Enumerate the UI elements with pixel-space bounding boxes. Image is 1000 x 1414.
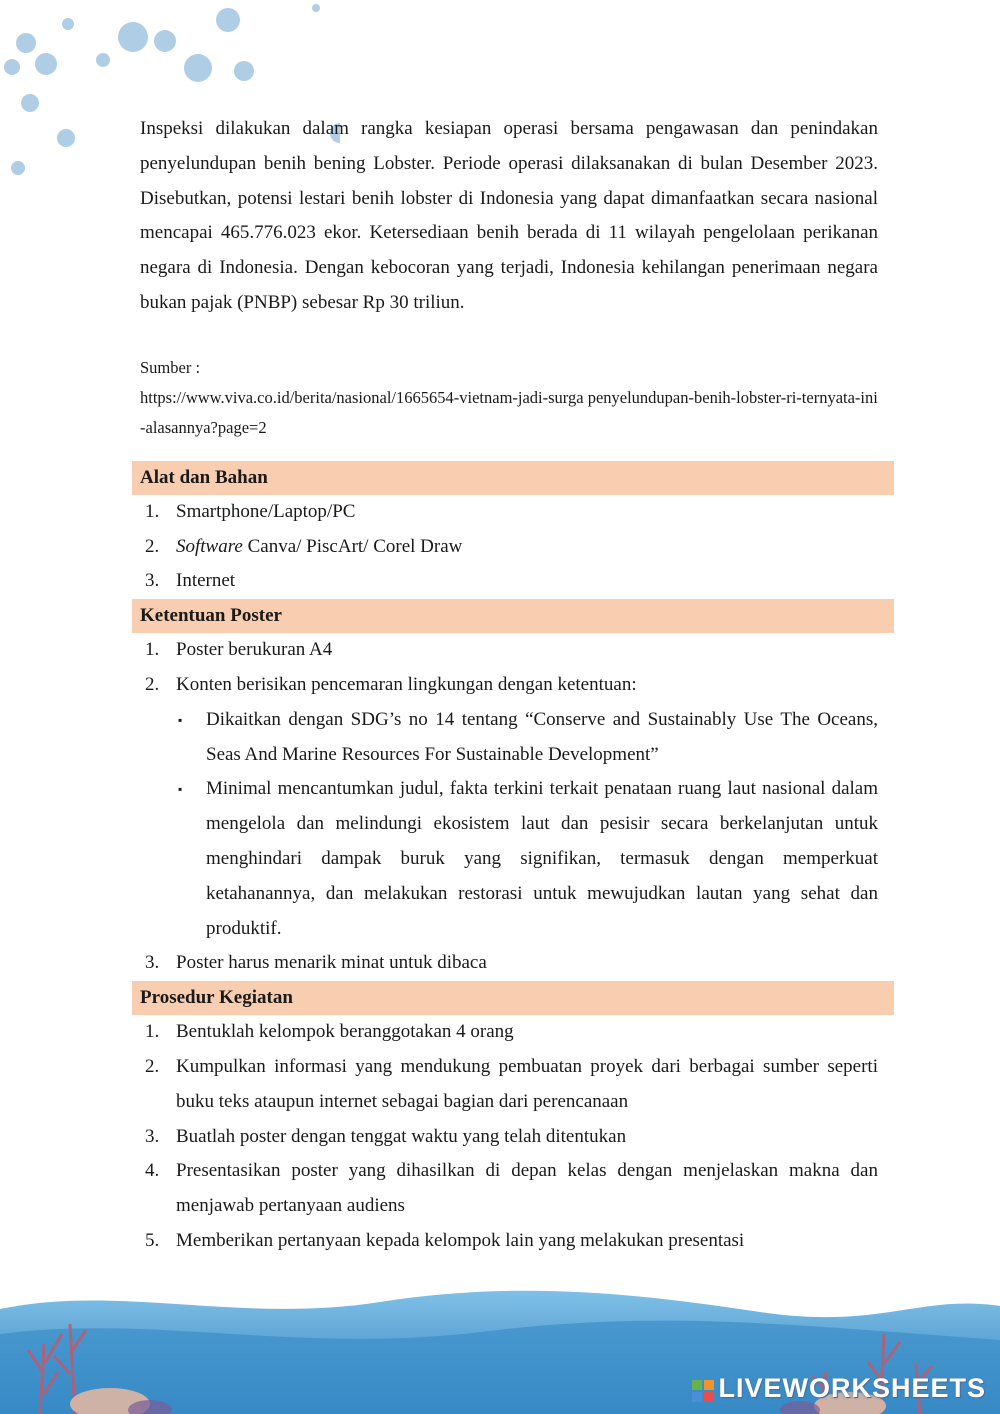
- source-block: [140, 353, 878, 443]
- section-heading: Alat dan Bahan: [132, 461, 894, 495]
- list-item: 2. Kumpulkan informasi yang mendukung pembuatan proyek dari berbagai sumber seperti buku teks ataupun internet sebagai bagian dari perencanaan: [145, 1055, 878, 1112]
- list-item: 3. Internet: [145, 570, 236, 592]
- list-item: 1. Bentuklah kelompok beranggotakan 4 orang: [145, 1021, 514, 1043]
- section-heading: Ketentuan Poster: [132, 599, 894, 633]
- intro-paragraph: Inspeksi dilakukan dalam rangka kesiapan operasi bersama pengawasan dan penindakan penyelundupan benih bening Lobster. Periode operasi dilaksanakan di bulan Desember 2023. Disebutkan, potensi lestari benih lobster di Indonesia yang dapat dimanfaatkan secara nasional mencapai 465.776.023 ekor. Ketersediaan benih berada di 11 wilayah pengelolaan perikanan negara di Indonesia. Dengan kebocoran yang terjadi, Indonesia kehilangan penerimaan negara bukan pajak (PNBP) sebesar Rp 30 triliun.: [140, 118, 878, 313]
- liveworksheets-logo-icon: [692, 1380, 714, 1402]
- section-heading: Prosedur Kegiatan: [132, 981, 894, 1015]
- document-body: [140, 112, 878, 1259]
- list-item: 3. Buatlah poster dengan tenggat waktu yang telah ditentukan: [145, 1125, 627, 1147]
- liveworksheets-brand: LIVEWORKSHEETS: [718, 1373, 986, 1403]
- list-item: 2. Konten berisikan pencemaran lingkungan dengan ketentuan: ▪ Dikaitkan dengan SDG’s no 14 tentang “Conserve and Sustainably Use The Oceans, Seas And Marine Resources For Sustainable Development” ▪ Minimal mencantumkan judul, fakta terkini terkait penataan ruang laut nasional dalam mengelola dan melindungi ekosistem laut dan pesisir secara berkelanjutan untuk menghindari dampak buruk yang signifikan, termasuk dengan memperkuat ketahanannya, dan melakukan restorasi untuk mewujudkan lautan yang sehat dan produktif.: [140, 668, 878, 946]
- bullet-item: ▪ Dikaitkan dengan SDG’s no 14 tentang “Conserve and Sustainably Use The Oceans, Seas And Marine Resources For Sustainable Development”: [178, 708, 878, 765]
- section-prosedur-kegiatan: [140, 981, 878, 1259]
- list-item: 5. Memberikan pertanyaan kepada kelompok lain yang melakukan presentasi: [145, 1229, 745, 1251]
- section-alat-bahan: [140, 461, 878, 599]
- list-item: 1. Poster berukuran A4: [145, 639, 333, 661]
- list-item: 1. Smartphone/Laptop/PC: [145, 500, 356, 522]
- list-item: 2. Software Canva/ PiscArt/ Corel Draw: [145, 535, 463, 557]
- bullet-item: ▪ Minimal mencantumkan judul, fakta terkini terkait penataan ruang laut nasional dalam mengelola dan melindungi ekosistem laut dan pesisir secara berkelanjutan untuk menghindari dampak buruk yang signifikan, termasuk dengan memperkuat ketahanannya, dan melakukan restorasi untuk mewujudkan lautan yang sehat dan produktif.: [178, 778, 878, 939]
- list-item: 4. Presentasikan poster yang dihasilkan di depan kelas dengan menjelaskan makna dan menjawab pertanyaan audiens: [145, 1160, 878, 1217]
- source-label: Sumber :: [140, 357, 201, 377]
- list-item: 3. Poster harus menarik minat untuk dibaca: [145, 952, 487, 974]
- section-ketentuan-poster: [140, 599, 878, 981]
- source-url[interactable]: https://www.viva.co.id/berita/nasional/1665654-vietnam-jadi-surga penyelundupan-benih-lobster-ri-ternyata-ini-alasannya?page=2: [140, 387, 878, 437]
